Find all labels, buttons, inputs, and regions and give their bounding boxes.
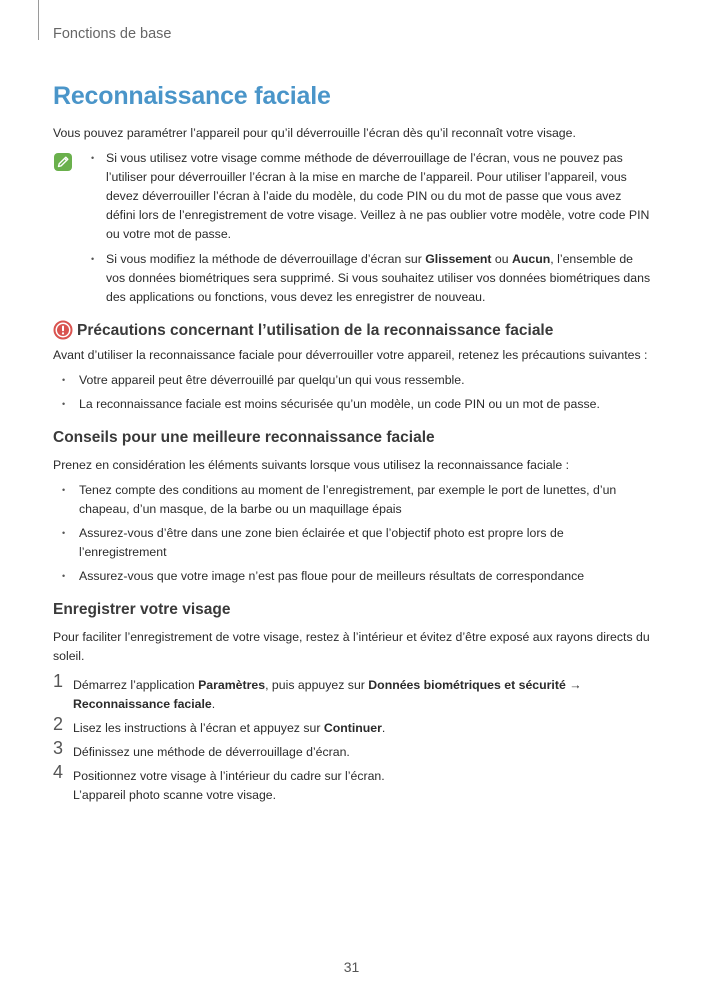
intro-paragraph: Vous pouvez paramétrer l’appareil pour qu’il déverrouille l’écran dès qu’il reconnaît votre visage. xyxy=(53,126,576,140)
bold-term: Aucun xyxy=(512,252,551,266)
note-item-text: Si vous modifiez la méthode de déverrouillage d’écran sur xyxy=(106,252,426,266)
page-content xyxy=(53,124,653,810)
step-text: , puis appuyez sur xyxy=(265,678,369,692)
bold-term: Continuer xyxy=(323,721,382,735)
step-item xyxy=(53,671,653,714)
step-number: 2 xyxy=(53,714,64,734)
register-intro: Pour faciliter l’enregistrement de votre visage, restez à l’intérieur et évitez d’être exposé aux rayons directs du soleil. xyxy=(53,630,650,663)
arrow-glyph: → xyxy=(565,678,582,692)
step-number: 4 xyxy=(53,762,64,782)
step-text: . xyxy=(211,697,216,711)
note-item-text: , l’ensemble de vos données biométriques sera supprimé. Si vous souhaitez utiliser vos données biométriques dans des applications ou fonctions, vous devez les enregistrer de nouveau. xyxy=(106,252,651,304)
list-item: • Assurez-vous d’être dans une zone bien éclairée et que l’objectif photo est propre lors de l’enregistrement xyxy=(79,524,653,562)
list-item: • Assurez-vous que votre image n’est pas floue pour de meilleurs résultats de correspondance xyxy=(79,567,653,586)
page-number: 31 xyxy=(343,959,360,975)
step-item xyxy=(53,762,653,805)
list-item: • Votre appareil peut être déverrouillé par quelqu’un qui vous ressemble. xyxy=(79,371,653,390)
step-item xyxy=(53,738,653,762)
note-item xyxy=(106,149,653,244)
section-header: Fonctions de base xyxy=(53,26,172,42)
step-text: Lisez les instructions à l’écran et appuyez sur xyxy=(73,721,324,735)
bold-term: Reconnaissance faciale xyxy=(73,697,212,711)
list-item: • Tenez compte des conditions au moment de l’enregistrement, par exemple le port de lunettes, d’un chapeau, d’un masque, de la barbe ou un maquillage épais xyxy=(79,481,653,519)
note-block xyxy=(53,149,653,307)
note-item-text: ou xyxy=(491,252,513,266)
margin-line xyxy=(38,0,39,40)
precautions-intro: Avant d’utiliser la reconnaissance faciale pour déverrouiller votre appareil, retenez les précautions suivantes : xyxy=(53,348,648,362)
bold-term: Glissement xyxy=(425,252,492,266)
step-number: 1 xyxy=(53,671,64,691)
tips-intro: Prenez en considération les éléments suivants lorsque vous utilisez la reconnaissance faciale : xyxy=(53,458,570,472)
note-item xyxy=(106,250,653,307)
step-number: 3 xyxy=(53,738,64,758)
step-item xyxy=(53,714,653,738)
note-item-text: Si vous utilisez votre visage comme méthode de déverrouillage de l’écran, vous ne pouvez pas l’utiliser pour déverrouiller l’écran à la mise en marche de l’appareil. Pour utiliser l’appareil, vous devez déverrouiller l’écran à l’aide du modèle, du code PIN ou du mot de passe que vous avez défini lors de l’enregistrement de votre visage. Veillez à ne pas oublier votre modèle, votre code PIN ou votre mot de passe. xyxy=(106,151,650,241)
note-list xyxy=(53,149,653,307)
bold-term: Données biométriques et sécurité xyxy=(368,678,566,692)
list-item: • La reconnaissance faciale est moins sécurisée qu’un modèle, un code PIN ou un mot de passe. xyxy=(79,395,653,414)
step-text: . xyxy=(381,721,386,735)
bold-term: Paramètres xyxy=(198,678,266,692)
precautions-heading xyxy=(53,320,653,340)
step-subtext: L’appareil photo scanne votre visage. xyxy=(73,788,277,802)
tips-list xyxy=(53,481,653,586)
page-title: Reconnaissance faciale xyxy=(53,82,331,110)
step-text: Définissez une méthode de déverrouillage d’écran. xyxy=(73,745,350,759)
steps-list xyxy=(53,671,653,805)
register-heading: Enregistrer votre visage xyxy=(53,601,231,618)
tips-heading: Conseils pour une meilleure reconnaissance faciale xyxy=(53,429,435,446)
precautions-heading-text: Précautions concernant l’utilisation de la reconnaissance faciale xyxy=(77,321,554,339)
warning-icon xyxy=(53,320,73,340)
step-text: Démarrez l’application xyxy=(73,678,199,692)
pencil-note-icon xyxy=(53,152,73,172)
step-text: Positionnez votre visage à l’intérieur du cadre sur l’écran. xyxy=(73,769,385,783)
precautions-list xyxy=(53,371,653,414)
